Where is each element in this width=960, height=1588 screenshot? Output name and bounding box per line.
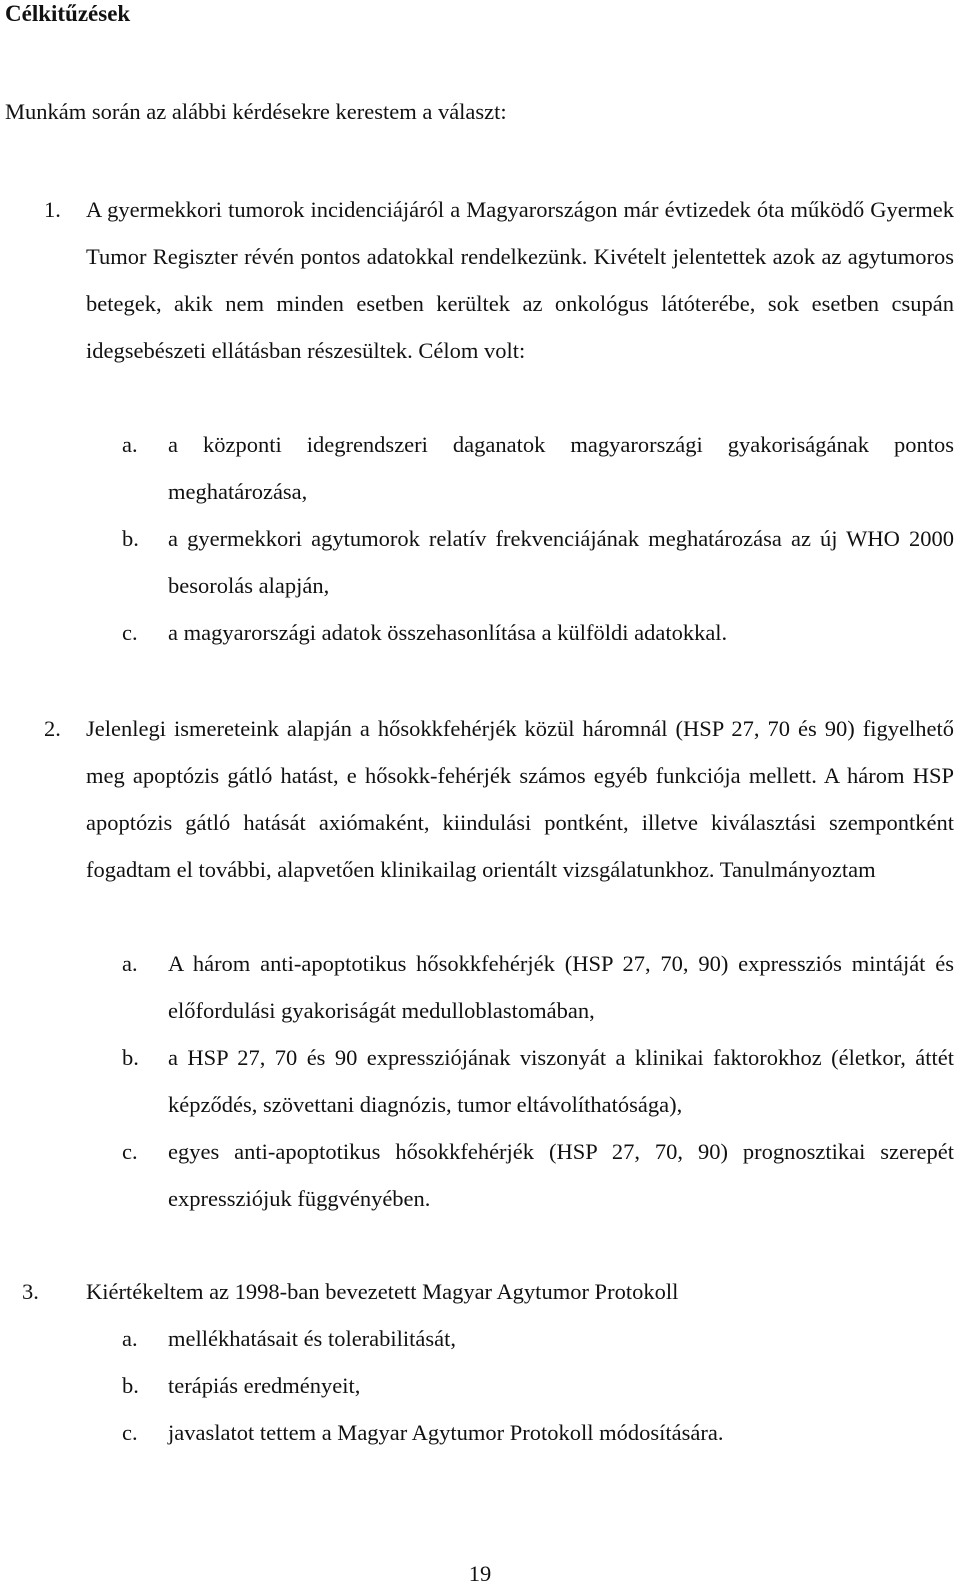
sub-item-label: c. (122, 1139, 138, 1164)
sub-item-label: b. (122, 526, 139, 551)
sub-item (122, 421, 954, 515)
sub-item-label: a. (122, 951, 138, 976)
sub-item (122, 1128, 954, 1222)
sub-item (122, 1315, 954, 1362)
sub-item (122, 940, 954, 1034)
sub-item-label: b. (122, 1373, 139, 1398)
item-number: 1. (44, 197, 61, 222)
item-paragraph: Jelenlegi ismereteink alapján a hősokkfehérjék közül háromnál (HSP 27, 70 és 90) figyelhető meg apoptózis gátló hatást, e hősokk-fehérjék számos egyéb funkciója mellett. A három HSP apoptózis gátló hatását axiómaként, kiindulási pontként, illetve kiválasztási szempontként fogadtam el további, alapvetően klinikailag orientált vizsgálatunkhoz. Tanulmányoztam (86, 716, 954, 882)
sub-item-text: A három anti-apoptotikus hősokkfehérjék (HSP 27, 70, 90) expressziós mintáját és előfordulási gyakoriságát medulloblastomában, (168, 951, 954, 1023)
sub-item-label: c. (122, 1420, 138, 1445)
item-paragraph: Kiértékeltem az 1998-ban bevezetett Magyar Agytumor Protokoll (86, 1279, 679, 1304)
sub-item-text: terápiás eredményeit, (168, 1373, 361, 1398)
sub-item-text: a gyermekkori agytumorok relatív frekvenciájának meghatározása az új WHO 2000 besorolás alapján, (168, 526, 954, 598)
section-title: Célkitűzések (5, 1, 131, 26)
sub-item (122, 515, 954, 609)
sub-item-text: a központi idegrendszeri daganatok magyarországi gyakoriságának pontos meghatározása, (168, 432, 954, 504)
sub-item-text: mellékhatásait és tolerabilitását, (168, 1326, 457, 1351)
sub-item-text: a HSP 27, 70 és 90 expressziójának viszonyát a klinikai faktorokhoz (életkor, áttét képződés, szövettani diagnózis, tumor eltávolíthatósága), (168, 1045, 954, 1117)
sub-item-text: egyes anti-apoptotikus hősokkfehérjék (HSP 27, 70, 90) prognosztikai szerepét expressziójuk függvényében. (168, 1139, 954, 1211)
sub-item-text: javaslatot tettem a Magyar Agytumor Protokoll módosítására. (168, 1420, 724, 1445)
sub-item (122, 1034, 954, 1128)
sub-item (122, 1362, 954, 1409)
item-number: 2. (44, 716, 61, 741)
sub-item-text: a magyarországi adatok összehasonlítása a külföldi adatokkal. (168, 620, 728, 645)
sub-item-label: b. (122, 1045, 139, 1070)
sub-item (122, 609, 954, 656)
item-number: 3. (22, 1279, 39, 1304)
sub-item-label: c. (122, 620, 138, 645)
item-paragraph: A gyermekkori tumorok incidenciájáról a Magyarországon már évtizedek óta működő Gyermek Tumor Regiszter révén pontos adatokkal rendelkezünk. Kivételt jelentettek azok az agytumoros betegek, akik nem minden esetben kerültek az onkológus látóterébe, sok esetben csupán idegsebészeti ellátásban részesültek. Célom volt: (86, 197, 954, 363)
sub-item-label: a. (122, 432, 138, 457)
page-number: 19 (468, 1561, 492, 1586)
sub-item-label: a. (122, 1326, 138, 1351)
sub-item (122, 1409, 954, 1456)
intro-sentence: Munkám során az alábbi kérdésekre kerestem a választ: (5, 99, 507, 124)
